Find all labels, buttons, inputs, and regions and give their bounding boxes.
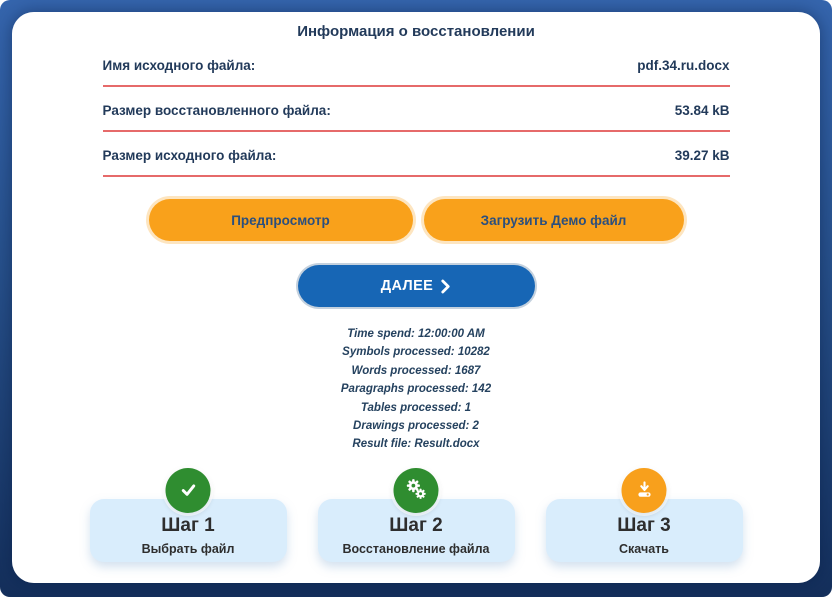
stat-paragraphs: Paragraphs processed: 142: [340, 383, 492, 396]
processing-stats: [341, 325, 491, 454]
info-row-recovered-size: [103, 87, 730, 132]
download-icon: [622, 468, 667, 513]
step-subtitle: Восстановление файла: [342, 541, 490, 556]
stat-drawings: Drawings processed: 2: [353, 420, 479, 433]
step-card-1[interactable]: [90, 499, 287, 562]
stat-symbols: Symbols processed: 10282: [342, 346, 490, 359]
step-card-2[interactable]: [318, 499, 515, 562]
step-title: Шаг 2: [389, 514, 443, 536]
step-card-3[interactable]: [546, 499, 743, 562]
stat-words: Words processed: 1687: [351, 364, 481, 377]
step-subtitle: Скачать: [619, 541, 669, 556]
stat-tables: Tables processed: 1: [360, 401, 472, 414]
preview-button[interactable]: Предпросмотр: [149, 199, 413, 241]
info-value: 53.84 kB: [674, 103, 730, 118]
page-title: Информация о восстановлении: [297, 23, 535, 40]
info-value: pdf.34.ru.docx: [637, 58, 730, 73]
info-label: Размер исходного файла:: [102, 148, 277, 163]
steps-row: [90, 499, 743, 562]
next-button[interactable]: [298, 265, 535, 307]
load-demo-button[interactable]: Загрузить Демо файл: [424, 199, 684, 241]
info-value: 39.27 kB: [674, 148, 730, 163]
info-row-source-size: [103, 132, 730, 177]
stat-result-file: Result file: Result.docx: [352, 438, 480, 451]
chevron-right-icon: [440, 279, 451, 294]
stat-time-spend: Time spend: 12:00:00 AM: [347, 328, 485, 340]
gears-icon: [394, 468, 439, 513]
step-title: Шаг 3: [617, 514, 671, 536]
info-label: Размер восстановленного файла:: [102, 103, 331, 118]
info-row-filename: [103, 42, 730, 87]
file-info-table: [103, 42, 730, 177]
check-icon: [166, 468, 211, 513]
info-label: Имя исходного файла:: [102, 58, 256, 73]
content-panel: [12, 12, 820, 583]
next-button-label: ДАЛЕЕ: [380, 278, 434, 294]
step-subtitle: Выбрать файл: [141, 541, 235, 556]
step-title: Шаг 1: [161, 514, 215, 536]
action-buttons: [149, 199, 684, 241]
